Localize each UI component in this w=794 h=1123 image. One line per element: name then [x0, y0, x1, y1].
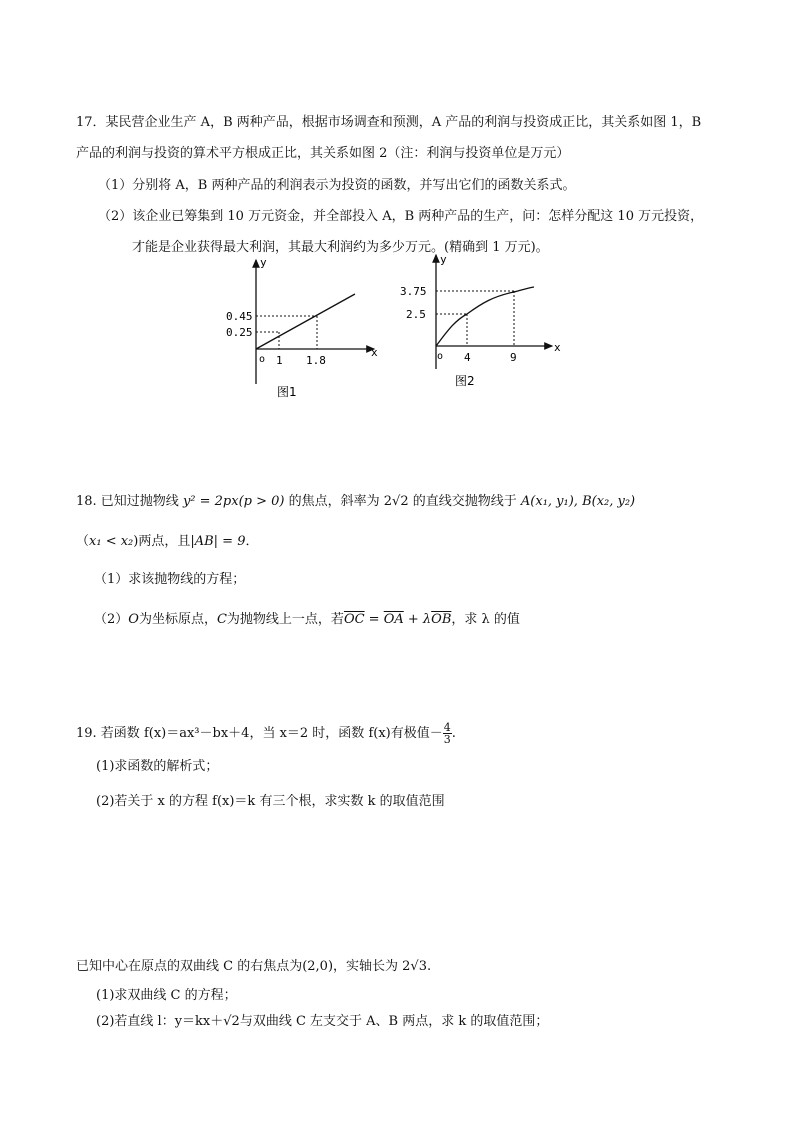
fig2-y-label: y: [440, 253, 447, 266]
q18-vec-OC: $\overline{OC}$: [343, 612, 365, 627]
q18-part1: （1）求该抛物线的方程；: [94, 572, 246, 587]
q18-ab: |AB| = 9: [190, 534, 246, 549]
q20-part2: (2)若直线 l：y＝kx＋√2与双曲线 C 左支交于 A、B 两点，求 k 的取值范围；: [96, 1014, 549, 1029]
q18-part2-c: 为抛物线上一点，若: [226, 612, 344, 627]
fig1-xtick-1: 1: [276, 354, 283, 367]
fig2-x-label: x: [554, 341, 561, 354]
fig2-ytick-25: 2.5: [406, 308, 426, 321]
figure-2: [394, 251, 564, 401]
fig2-xtick-9: 9: [510, 351, 517, 364]
q18-vec-OB: $\overline{OB}$: [431, 612, 452, 627]
q18-mid2: 的直线交抛物线于: [412, 494, 517, 509]
fig2-ytick-375: 3.75: [400, 285, 427, 298]
fig1-origin: o: [259, 354, 266, 365]
q18-point-O: O: [128, 612, 139, 627]
fig1-y-label: y: [260, 256, 267, 269]
q17-part2b: 才能是企业获得最大利润，其最大利润约为多少万元。(精确到 1 万元)。: [132, 240, 549, 255]
q19-frac-num: 4: [443, 721, 451, 734]
q18-mid: 的焦点，斜率为: [288, 494, 380, 509]
q18-prefix: 18. 已知过抛物线: [76, 494, 179, 509]
q17-line2: 产品的利润与投资的算术平方根成正比，其关系如图 2（注：利润与投资单位是万元）: [76, 146, 570, 161]
fig1-ytick-045: 0.45: [226, 310, 253, 323]
fig1-xtick-18: 1.8: [306, 354, 326, 367]
q18-eq-sign: =: [364, 612, 384, 627]
q20-line1: 已知中心在原点的双曲线 C 的右焦点为(2,0)，实轴长为 2√3.: [76, 959, 432, 974]
q18-condition: x₁ < x₂: [89, 534, 134, 549]
q18-part2-num: （2）: [94, 612, 129, 627]
fig1-x-label: x: [371, 346, 378, 359]
q18-line2-rest: )两点，且: [133, 534, 191, 549]
fig1-line: [256, 294, 355, 349]
q17-line1: 17．某民营企业生产 A，B 两种产品，根据市场调查和预测，A 产品的利润与投资成正比，其关系如图 1，B: [76, 115, 702, 130]
fig2-caption: 图2: [455, 374, 475, 388]
fig1-caption: 图1: [277, 385, 297, 399]
q18-slope: 2√2: [383, 494, 409, 509]
q18-open: （: [76, 534, 90, 549]
q19-frac-den: 3: [443, 733, 451, 746]
q18-part2-b: 为坐标原点，: [138, 612, 217, 627]
q18-points: A(x₁, y₁), B(x₂, y₂): [520, 494, 636, 509]
q19-text: 19. 若函数 f(x)＝ax³－bx＋4，当 x＝2 时，函数 f(x)有极值－: [76, 726, 443, 741]
q18-part2-d: ，求 λ 的值: [451, 612, 520, 627]
q18-parabola-eq: y² = 2px(p > 0): [182, 494, 285, 509]
q18-line1: [76, 493, 635, 511]
fig1-ytick-025: 0.25: [226, 326, 253, 339]
q19-line1: [76, 722, 456, 745]
q19-fraction: [443, 722, 452, 745]
q19-part2: (2)若关于 x 的方程 f(x)＝k 有三个根，求实数 k 的取值范围: [96, 794, 445, 809]
fig2-xtick-4: 4: [464, 351, 471, 364]
q19-tail: .: [451, 726, 456, 741]
q18-part2: [94, 611, 520, 629]
q17-part1: （1）分别将 A，B 两种产品的利润表示为投资的函数，并写出它们的函数关系式。: [98, 178, 576, 193]
q18-line2: [76, 533, 259, 551]
q18-vec-OA: $\overline{OA}$: [383, 612, 404, 627]
q19-part1: (1)求函数的解析式；: [96, 759, 219, 774]
q18-point-C: C: [216, 612, 227, 627]
figure-1: [222, 256, 382, 406]
q20-part1: (1)求双曲线 C 的方程；: [96, 988, 237, 1003]
q18-plus-lambda: + λ: [403, 612, 432, 627]
fig2-origin: o: [437, 351, 444, 362]
q18-period: ．: [245, 534, 259, 549]
q17-part2a: （2）该企业已筹集到 10 万元资金，并全部投入 A，B 两种产品的生产，问：怎样分配这 10 万元投资，: [98, 209, 704, 224]
fig2-curve: [436, 287, 534, 346]
